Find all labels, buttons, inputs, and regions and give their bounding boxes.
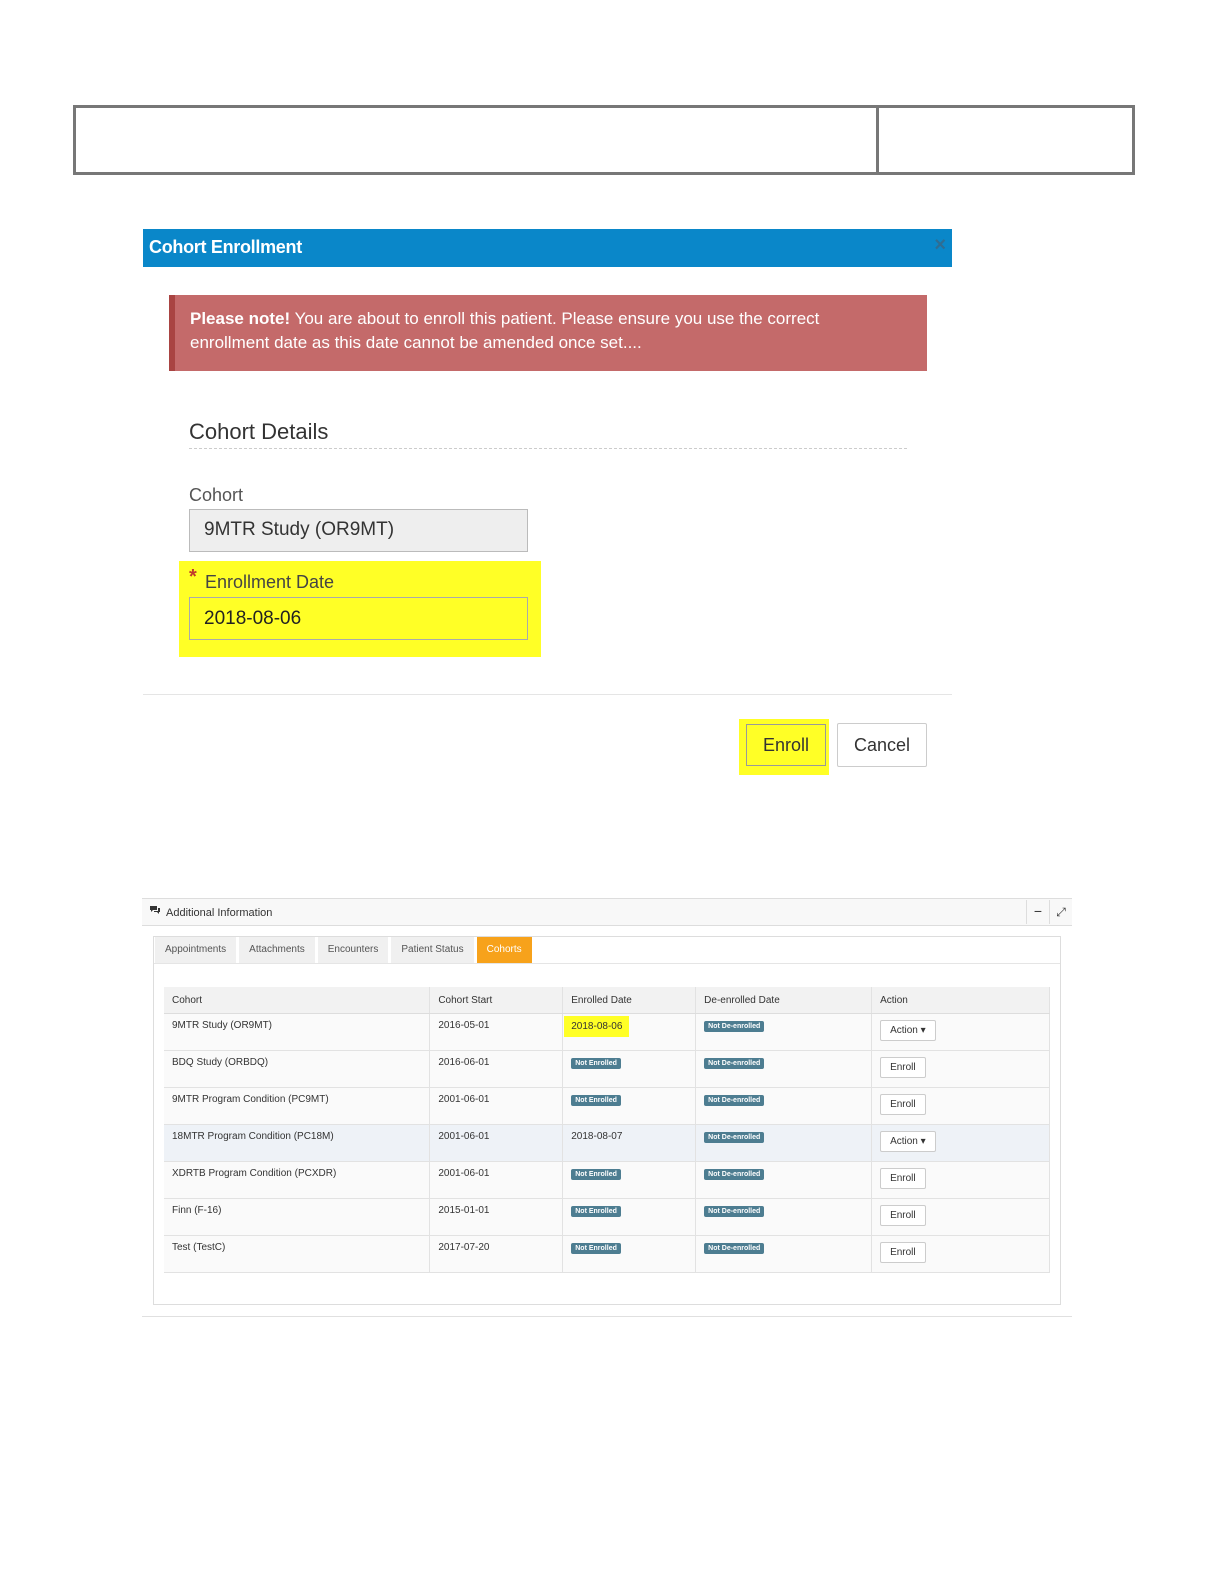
action-dropdown-button[interactable]: Action ▾	[880, 1020, 936, 1041]
cohort-field: 9MTR Study (OR9MT)	[189, 509, 528, 552]
additional-info-panel	[142, 898, 1072, 1318]
status-badge: Not De-enrolled	[704, 1243, 764, 1254]
enrolled-cell	[563, 1051, 696, 1088]
table-row	[164, 1014, 1050, 1051]
table-row	[164, 1162, 1050, 1199]
enrolled-cell	[563, 1199, 696, 1236]
panel-title: Additional Information	[166, 907, 273, 919]
deenrolled-cell	[696, 1051, 872, 1088]
modal-footer-divider	[143, 694, 952, 695]
action-dropdown-button[interactable]: Action ▾	[880, 1131, 936, 1152]
table-header-row	[164, 987, 1050, 1014]
column-header[interactable]: Cohort Start	[430, 987, 563, 1014]
cohort-cell: BDQ Study (ORBDQ)	[164, 1051, 430, 1088]
column-header: Action	[872, 987, 1050, 1014]
alert-strong: Please note!	[190, 309, 291, 328]
enroll-row-button[interactable]: Enroll	[880, 1057, 926, 1078]
header-table-divider	[876, 108, 879, 172]
column-header[interactable]: Enrolled Date	[563, 987, 696, 1014]
alert-line-2: enrollment date as this date cannot be amended once set....	[190, 333, 642, 352]
alert-line-1: You are about to enroll this patient. Please ensure you use the correct	[290, 309, 820, 328]
panel-header	[142, 899, 1072, 926]
comments-icon	[149, 905, 161, 918]
table-row	[164, 1199, 1050, 1236]
start-cell: 2016-05-01	[430, 1014, 563, 1051]
minimize-icon[interactable]: −	[1026, 900, 1049, 924]
cohorts-table	[164, 987, 1050, 1273]
modal-title: Cohort Enrollment	[149, 237, 302, 257]
deenrolled-cell	[696, 1236, 872, 1273]
enrollment-date-input[interactable]	[189, 597, 528, 640]
status-badge: Not De-enrolled	[704, 1206, 764, 1217]
close-icon[interactable]: ×	[934, 234, 946, 256]
section-title: Cohort Details	[189, 419, 329, 444]
cohort-cell: XDRTB Program Condition (PCXDR)	[164, 1162, 430, 1199]
status-badge: Not De-enrolled	[704, 1095, 764, 1106]
enroll-row-button[interactable]: Enroll	[880, 1094, 926, 1115]
status-badge: Not Enrolled	[571, 1206, 621, 1217]
tab-encounters[interactable]: Encounters	[318, 937, 389, 963]
tab-attachments[interactable]: Attachments	[239, 937, 315, 963]
header-table	[73, 105, 1135, 175]
action-cell	[872, 1088, 1050, 1125]
enrolled-date-highlight: 2018-08-06	[564, 1016, 629, 1037]
action-cell	[872, 1014, 1050, 1051]
tab-bar	[155, 937, 535, 963]
warning-alert	[169, 295, 927, 371]
deenrolled-cell	[696, 1199, 872, 1236]
start-cell: 2001-06-01	[430, 1125, 563, 1162]
action-cell	[872, 1236, 1050, 1273]
cohort-enrollment-modal	[143, 229, 952, 755]
enrolled-cell	[563, 1014, 696, 1051]
start-cell: 2015-01-01	[430, 1199, 563, 1236]
table-row	[164, 1051, 1050, 1088]
status-badge: Not De-enrolled	[704, 1132, 764, 1143]
status-badge: Not Enrolled	[571, 1058, 621, 1069]
deenrolled-cell	[696, 1088, 872, 1125]
deenrolled-cell	[696, 1125, 872, 1162]
action-cell	[872, 1125, 1050, 1162]
status-badge: Not De-enrolled	[704, 1169, 764, 1180]
enroll-row-button[interactable]: Enroll	[880, 1242, 926, 1263]
start-cell: 2001-06-01	[430, 1088, 563, 1125]
cohort-cell: Test (TestC)	[164, 1236, 430, 1273]
enroll-row-button[interactable]: Enroll	[880, 1168, 926, 1189]
deenrolled-cell	[696, 1162, 872, 1199]
cohort-cell: 9MTR Study (OR9MT)	[164, 1014, 430, 1051]
start-cell: 2001-06-01	[430, 1162, 563, 1199]
expand-icon[interactable]: ⤢	[1049, 900, 1072, 924]
status-badge: Not Enrolled	[571, 1243, 621, 1254]
start-cell: 2016-06-01	[430, 1051, 563, 1088]
enrolled-cell	[563, 1236, 696, 1273]
enrolled-cell: 2018-08-07	[563, 1125, 696, 1162]
table-row	[164, 1236, 1050, 1273]
cancel-button[interactable]: Cancel	[837, 723, 927, 767]
enrolled-cell	[563, 1162, 696, 1199]
action-cell	[872, 1162, 1050, 1199]
status-badge: Not Enrolled	[571, 1169, 621, 1180]
tabs-divider	[154, 963, 1060, 964]
cohort-label: Cohort	[189, 485, 244, 505]
enrollment-date-label: Enrollment Date	[205, 572, 335, 592]
tab-container	[153, 936, 1061, 1305]
action-cell	[872, 1051, 1050, 1088]
table-row	[164, 1125, 1050, 1162]
table-row	[164, 1088, 1050, 1125]
modal-header	[143, 229, 952, 267]
section-divider	[189, 448, 907, 449]
cohort-cell: Finn (F-16)	[164, 1199, 430, 1236]
panel-bottom-rule	[142, 1316, 1072, 1317]
enroll-button[interactable]: Enroll	[746, 724, 826, 766]
column-header[interactable]: Cohort	[164, 987, 430, 1014]
tab-patient-status[interactable]: Patient Status	[391, 937, 473, 963]
tab-cohorts[interactable]: Cohorts	[477, 937, 532, 963]
cohort-cell: 18MTR Program Condition (PC18M)	[164, 1125, 430, 1162]
deenrolled-cell	[696, 1014, 872, 1051]
status-badge: Not De-enrolled	[704, 1021, 764, 1032]
action-cell	[872, 1199, 1050, 1236]
required-marker: *	[189, 566, 197, 588]
start-cell: 2017-07-20	[430, 1236, 563, 1273]
status-badge: Not De-enrolled	[704, 1058, 764, 1069]
status-badge: Not Enrolled	[571, 1095, 621, 1106]
column-header[interactable]: De-enrolled Date	[696, 987, 872, 1014]
enroll-row-button[interactable]: Enroll	[880, 1205, 926, 1226]
enrolled-cell	[563, 1088, 696, 1125]
tab-appointments[interactable]: Appointments	[155, 937, 236, 963]
cohort-cell: 9MTR Program Condition (PC9MT)	[164, 1088, 430, 1125]
